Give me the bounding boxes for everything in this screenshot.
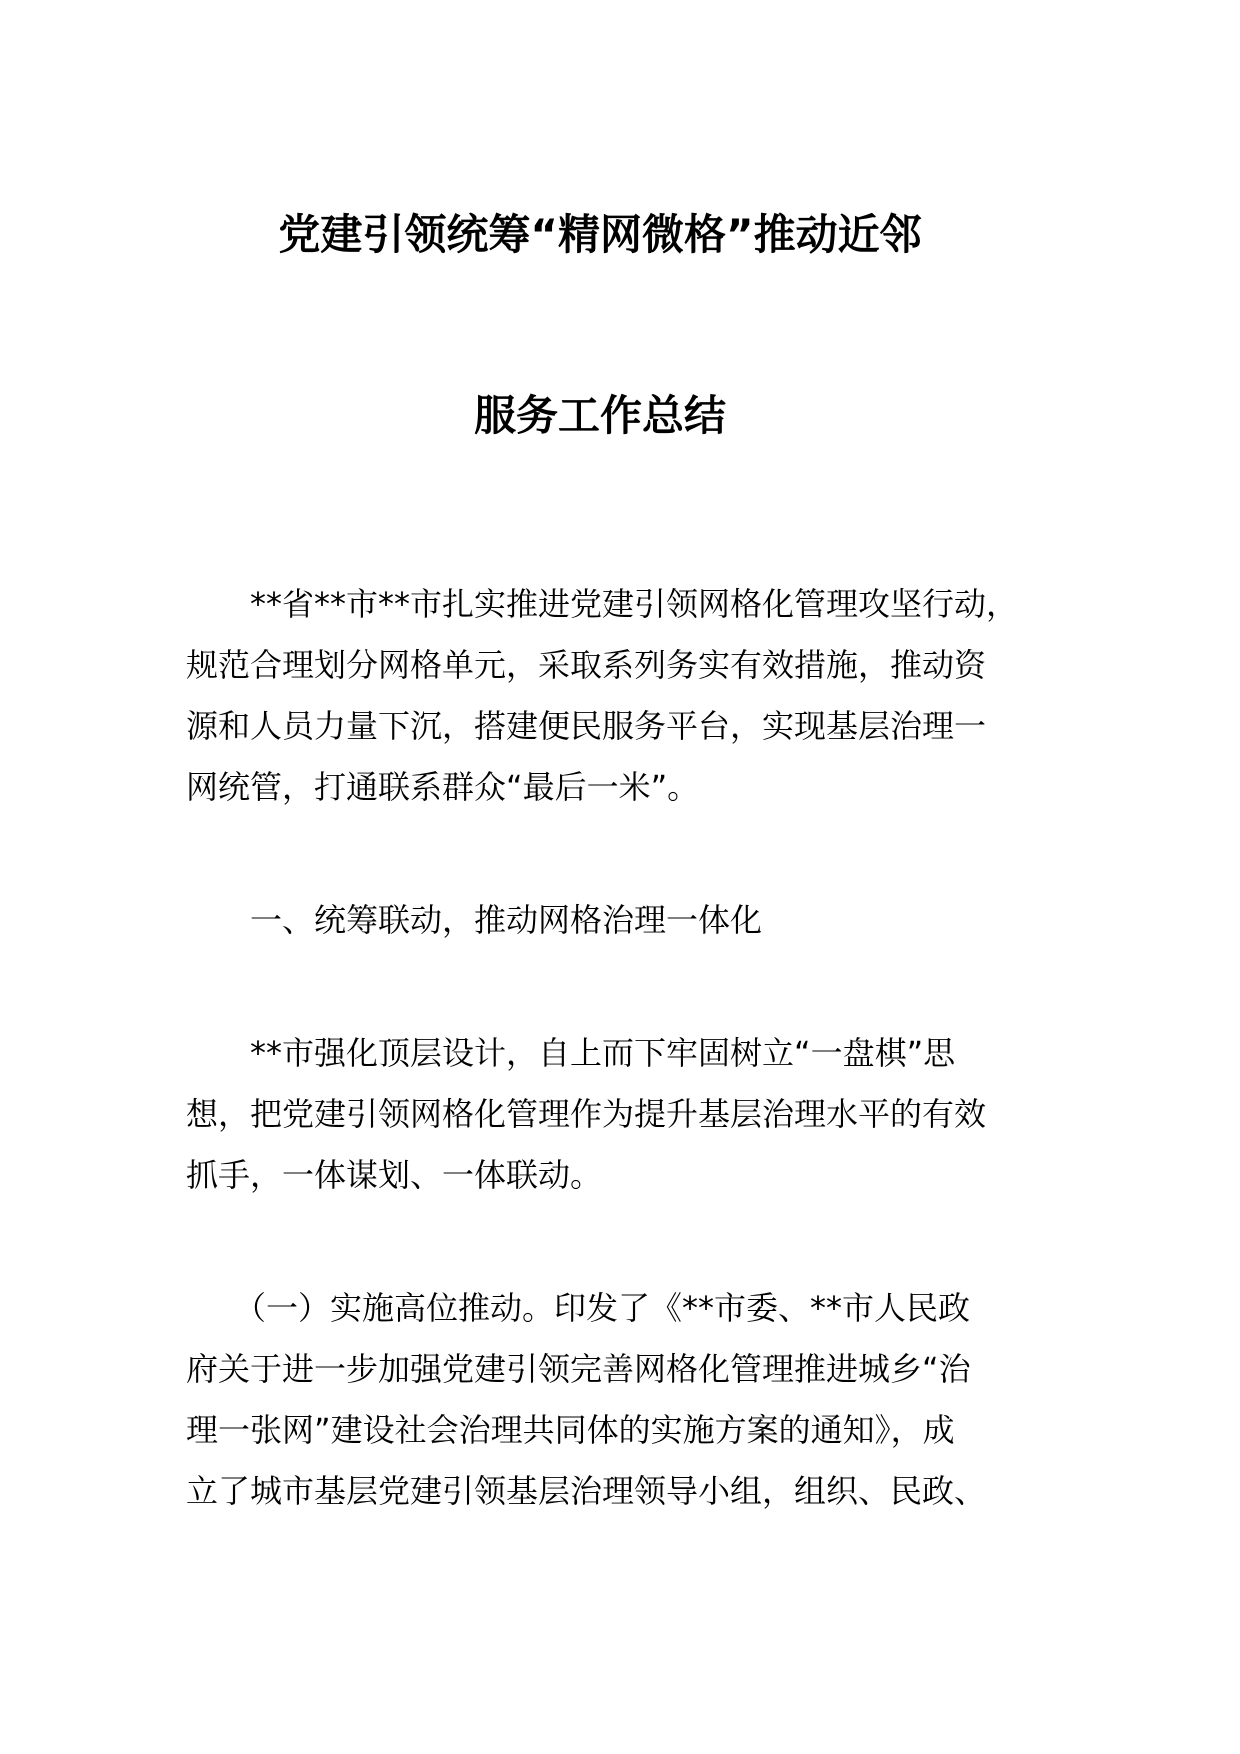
- subsection-1-paragraph-line: （一）实施高位推动。印发了《**市委、**市人民政: [186, 1289, 971, 1327]
- subsection-1-paragraph-line: 府关于进一步加强党建引领完善网格化管理推进城乡“治: [186, 1350, 971, 1388]
- document-title-line-2: 服务工作总结: [473, 391, 726, 440]
- document-title-line-1: 党建引领统筹“精网微格”推动近邻: [278, 210, 922, 259]
- intro-paragraph-line: 规范合理划分网格单元，采取系列务实有效措施，推动资: [186, 646, 987, 684]
- subsection-1-paragraph-line: 立了城市基层党建引领基层治理领导小组，组织、民政、: [186, 1472, 987, 1510]
- section-1-paragraph-line: **市强化顶层设计，自上而下牢固树立“一盘棋”思: [186, 1034, 956, 1072]
- section-1-paragraph-line: 抓手，一体谋划、一体联动。: [186, 1156, 603, 1194]
- section-heading-1: 一、统筹联动，推动网格治理一体化: [186, 901, 763, 939]
- section-1-paragraph-line: 想，把党建引领网格化管理作为提升基层治理水平的有效: [186, 1095, 987, 1133]
- intro-paragraph-line: **省**市**市扎实推进党建引领网格化管理攻坚行动，: [186, 585, 1019, 623]
- intro-paragraph-line: 网统管，打通联系群众“最后一米”。: [186, 768, 700, 806]
- intro-paragraph-line: 源和人员力量下沉，搭建便民服务平台，实现基层治理一: [186, 707, 987, 745]
- subsection-1-paragraph-line: 理一张网”建设社会治理共同体的实施方案的通知》，成: [186, 1411, 955, 1449]
